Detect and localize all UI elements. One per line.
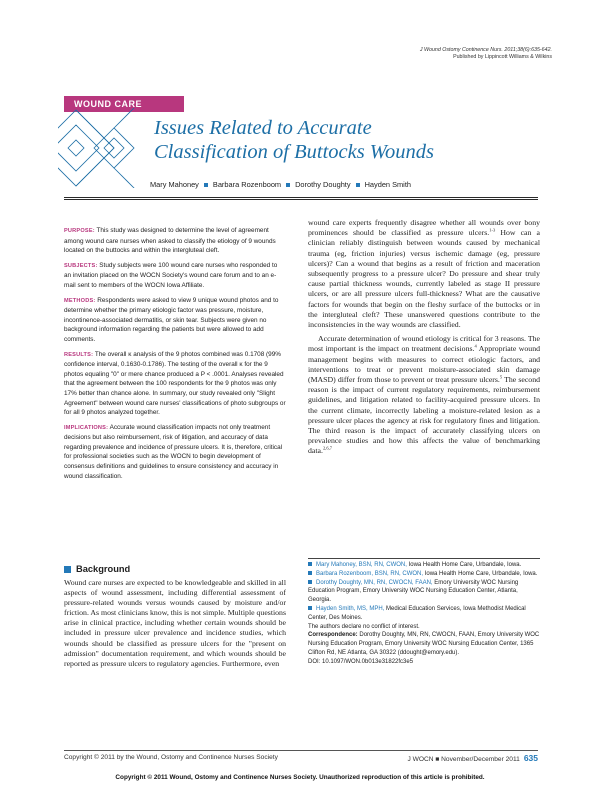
section-label: WOUND CARE (64, 96, 184, 112)
author: Hayden Smith (364, 180, 411, 189)
abstract-label: SUBJECTS: (64, 262, 98, 269)
body-paragraph: wound care experts frequently disagree whether all wounds over bony prominences should be classified as pressure ulcers.$^{1-3}$ How can a clinician reliably distinguish between wounds caused by mechanical trauma (eg, friction injuries) versus ischemic damage (eg, pressure ulcers)? Can a wound that begins as a result of friction and maceration subsequently progress to a pressure ulcer? Do pressure and shear truly cause partial thickness wounds, currently labeled as stage II pressure ulcers, or are all pressure ulcers full-thickness? What are the causative factors for wounds that begin on the fleshy surface of the buttocks or in the intergluteal cleft? These unanswered questions contribute to the inconsistencies in the way wounds are classified. (308, 218, 541, 330)
abstract-text: This study was designed to determine the level of agreement among wound care nurses when asked to classify the etiology of 9 wounds located on the buttocks and within the intergluteal cleft. (64, 227, 276, 255)
citation-sup: 4 (474, 343, 477, 349)
affiliation-item: Hayden Smith, MS, MPH, Medical Education Services, Iowa Methodist Medical Center, Des Moines. (308, 605, 526, 621)
abstract-label: IMPLICATIONS: (64, 424, 109, 431)
author: Mary Mahoney (150, 180, 199, 189)
square-bullet-icon (64, 566, 71, 573)
author: Dorothy Doughty (295, 180, 351, 189)
journal-line-2: Published by Lippincott Williams & Wilkins (453, 54, 552, 60)
square-bullet-icon (286, 183, 290, 187)
decorative-diamonds (58, 108, 154, 188)
footer-copyright: Copyright © 2011 by the Wound, Ostomy and Continence Nurses Society (64, 754, 278, 761)
abstract-text: Study subjects were 100 wound care nurses who responded to an invitation placed on the WOCN Society's wound care forum and to an e-mail sent to members of the WOCN Iowa Affiliate. (64, 261, 278, 289)
heading-text: Background (76, 564, 131, 574)
abstract-text: The overall κ analysis of the 9 photos combined was 0.1708 (99% confidence interval, 0.1630-0.1786). The testing of the overall κ for the 9 photos equaling "0" or mere chance produced a P < .0001. Analyses revealed that the agreement between the 100 respondents for the 9 photos was only 17% better than chance alone. In summary, our study revealed only "Slight Agreement" between wound care nurses' classifications of photo subgroups or for all 9 photos analyzed together. (64, 350, 286, 417)
title-line-1: Issues Related to Accurate (154, 117, 372, 139)
article-title (154, 116, 554, 164)
citation-sup: 2,6,7 (322, 445, 332, 451)
conflict-statement: The authors declare no conflict of interest. (308, 623, 420, 630)
author-list (150, 180, 411, 189)
citation-sup: 5 (499, 374, 503, 380)
abstract (64, 226, 286, 486)
body-right-column (308, 218, 540, 457)
affiliation-item: Dorothy Doughty, MN, RN, CWOCN, FAAN, Emory University WOC Nursing Education Program, Emory University WOC Nursing Education Center, Atlanta, Georgia. (308, 579, 519, 604)
footer-rule (64, 750, 538, 751)
doi: DOI: 10.1097/WON.0b013e31822fc3e5 (308, 658, 414, 665)
abstract-text: Respondents were asked to view 9 unique wound photos and to determine whether the primary etiologic factor was pressure, moisture, incontinence-associated dermatitis, or skin tear. Subjects were given no background information regarding the patients but were allowed to add comments. (64, 296, 279, 343)
square-bullet-icon (308, 562, 312, 566)
page-number: 635 (523, 753, 538, 763)
abstract-subjects (64, 261, 286, 291)
abstract-text: Accurate wound classification impacts not only treatment decisions but also reimbursement, risk of litigation, and accuracy of data regarding prevalence and incidence of pressure ulcers. It is, therefore, critical for professional societies such as the WOCN to begin development of consensus definitions and guidelines to ensure consistency and accuracy in wound classification. (64, 423, 283, 480)
abstract-label: METHODS: (64, 297, 96, 304)
diamond-pattern-icon (58, 108, 154, 188)
square-bullet-icon (308, 606, 312, 610)
body-paragraph: Wound care nurses are expected to be knowledgeable and skilled in all aspects of wound assessment, including differential assessment of pressure-related wounds versus wounds caused by moisture and/or friction. As most clinicians know, this is not simple. Multiple questions arise in clinical practice, including whether certain wounds should be included in pressure ulcer prevalence and incidence studies, which wounds should be classified as pressure ulcers for the "present on admission" documentation requirement, and which wounds should be reported as pressure ulcers to regulatory agencies. Furthermore, even (64, 578, 286, 668)
citation-sup: 1-3 (489, 227, 496, 233)
abstract-results (64, 350, 286, 418)
abstract-implications (64, 423, 286, 482)
journal-citation (420, 47, 552, 61)
title-line-2: Classification of Buttocks Wounds (154, 141, 434, 163)
affiliation-item: Mary Mahoney, BSN, RN, CWON, Iowa Health Home Care, Urbandale, Iowa. (308, 561, 540, 570)
copyright-notice: Copyright © 2011 Wound, Ostomy and Continence Nurses Society. Unauthorized reproduction of this article is prohibited. (115, 774, 485, 781)
abstract-purpose (64, 226, 286, 256)
correspondence: Correspondence: Dorothy Doughty, MN, RN, CWOCN, FAAN, Emory University WOC Nursing Education Program, Emory University WOC Nursing Education Center, 1365 Clifton Rd, NE Atlanta, GA 30322 (ddought@emory.edu). (308, 632, 540, 656)
affiliation-rule (308, 558, 540, 559)
square-bullet-icon (356, 183, 360, 187)
body-paragraph: Accurate determination of wound etiology is critical for 3 reasons. The most important is the impact on treatment decisions.$^4$ Appropriate wound management begins with measures to correct etiologic factors, and interventions to treat or prevent moisture-associated skin damage (MASD) differ from those to prevent or treat pressure ulcers.$^5$ The second reason is the impact of current regulatory requirements, reimbursement guidelines, and litigation related to facility-acquired pressure ulcers. In the current climate, incorrectly labeling a moisture-related lesion as a pressure ulcer places the agency at risk for regulatory fines and litigation. The third reason is the impact of accurately classifying ulcers on prevalence studies and how this affects the value of benchmarking data.$^{2,6,7}$ (308, 334, 541, 456)
square-bullet-icon (204, 183, 208, 187)
header-rule-thin (64, 199, 538, 200)
body-left-column (64, 578, 286, 669)
square-bullet-icon (308, 571, 312, 575)
abstract-label: PURPOSE: (64, 228, 95, 234)
affiliations (308, 561, 540, 667)
journal-line-1: J Wound Ostomy Continence Nurs. 2011;38(6):635-642. (419, 47, 552, 53)
author: Barbara Rozenboom (212, 180, 282, 189)
abstract-label: RESULTS: (64, 351, 94, 358)
affiliation-item: Barbara Rozenboom, BSN, RN, CWON, Iowa Health Home Care, Urbandale, Iowa. (308, 570, 540, 579)
section-heading-background (64, 564, 130, 574)
abstract-methods (64, 296, 286, 345)
footer-journal: J WOCN ■ November/December 2011 635 (407, 753, 538, 763)
square-bullet-icon (308, 580, 312, 584)
header-rule (64, 197, 538, 198)
